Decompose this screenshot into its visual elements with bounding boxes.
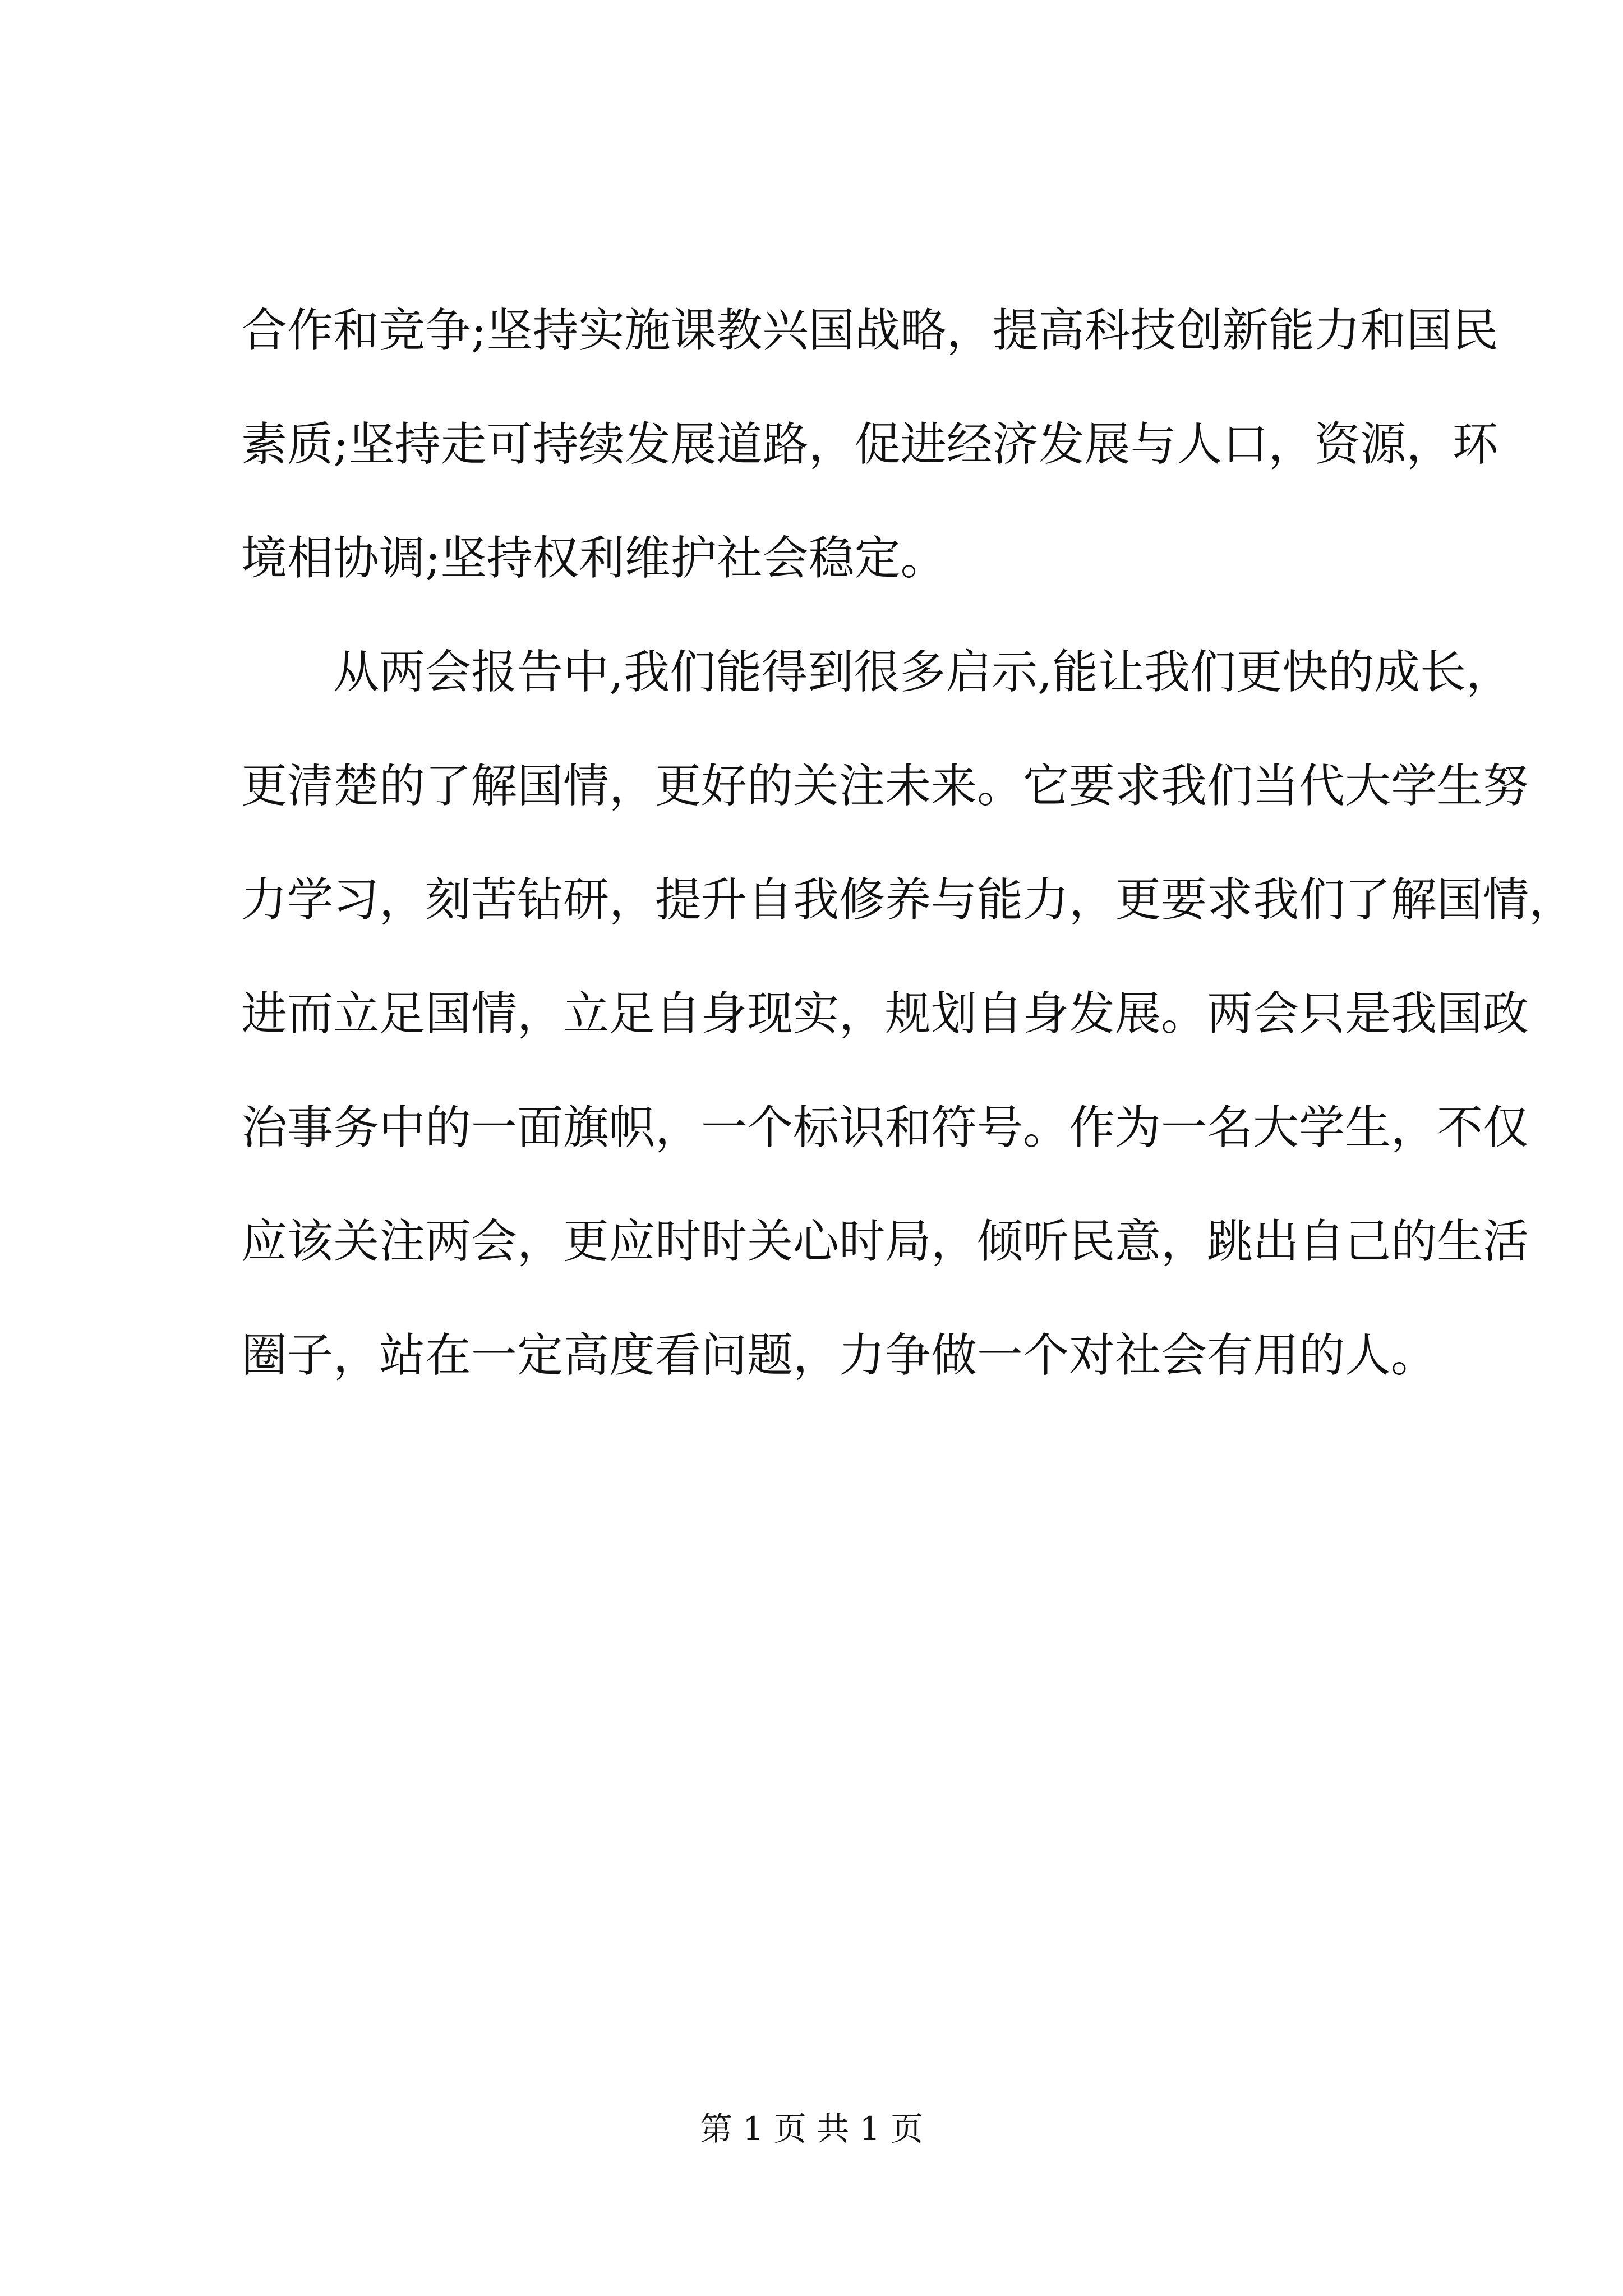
paragraph-line: 从两会报告中,我们能得到很多启示,能让我们更快的成长，: [333, 646, 1513, 699]
paragraph-line: 治事务中的一面旗帜，一个标识和符号。作为一名大学生，不仅: [241, 1101, 1529, 1154]
paragraph-line: 更清楚的了解国情，更好的关注未来。它要求我们当代大学生努: [241, 760, 1529, 813]
paragraph-line: 应该关注两会，更应时时关心时局，倾听民意，跳出自己的生活: [241, 1215, 1529, 1268]
paragraph-2: [241, 633, 1575, 1430]
paragraph-line: 进而立足国情，立足自身现实，规划自身发展。两会只是我国政: [241, 987, 1529, 1041]
paragraph-1: [241, 292, 1498, 633]
paragraph-line: 素质;坚持走可持续发展道路，促进经济发展与人口，资源，环: [241, 418, 1498, 471]
paragraph-line: 力学习，刻苦钻研，提升自我修养与能力，更要求我们了解国情，: [241, 873, 1575, 927]
page-footer: [0, 2106, 1623, 2151]
page-number-label: 第 1 页 共 1 页: [700, 2110, 923, 2148]
paragraph-line: 圈子，站在一定高度看问题，力争做一个对社会有用的人。: [241, 1329, 1437, 1382]
body-text: [241, 292, 1575, 1430]
paragraph-line: 合作和竞争;坚持实施课教兴国战略，提高科技创新能力和国民: [241, 304, 1498, 357]
paragraph-line: 境相协调;坚持权利维护社会稳定。: [241, 532, 947, 585]
